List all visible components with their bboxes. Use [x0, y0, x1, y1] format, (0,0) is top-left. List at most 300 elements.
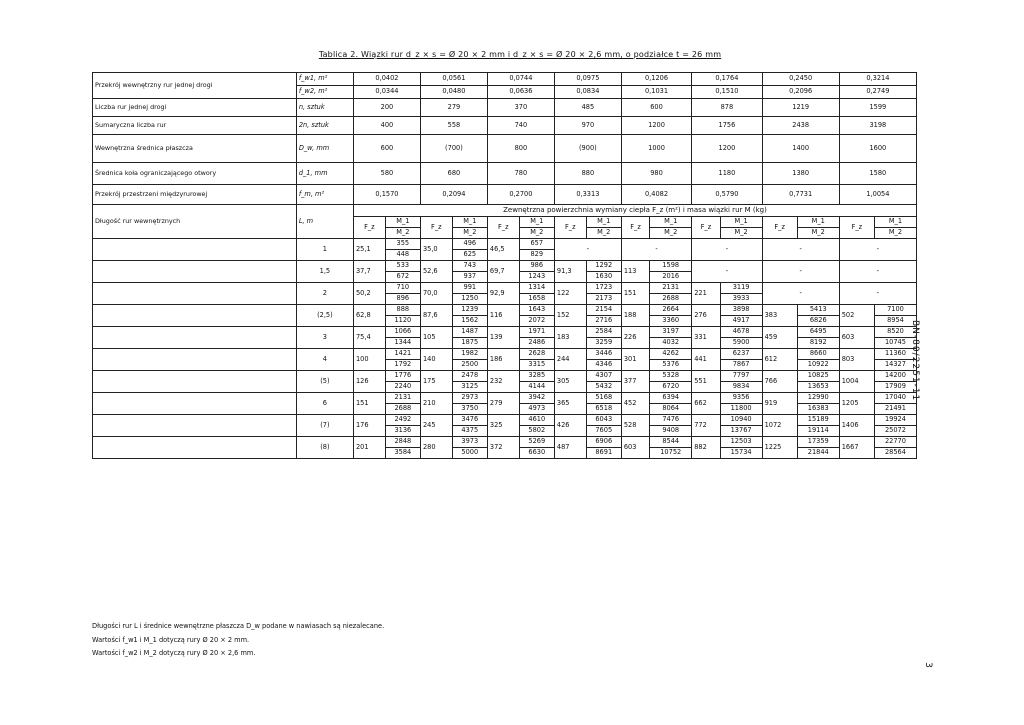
m2-value: 1120: [385, 316, 420, 327]
m1-value: 6495: [797, 327, 839, 338]
m1-value: 10940: [720, 415, 762, 426]
m2-value: 8954: [874, 316, 916, 327]
param-value: 558: [420, 117, 487, 135]
m2-value: 3315: [519, 360, 554, 371]
length-value: 1: [296, 239, 353, 261]
m1-value: 19924: [874, 415, 916, 426]
col-header-fz: F_z: [353, 217, 385, 239]
col-header-m1: M_1: [586, 217, 621, 228]
m2-value: 4032: [650, 338, 692, 349]
param-value: 0,7731: [762, 185, 839, 205]
fz-value: 325: [487, 415, 519, 437]
fz-value: 441: [692, 349, 720, 371]
m2-value: 2173: [586, 294, 621, 305]
m1-value: 4678: [720, 327, 762, 338]
fz-value: 221: [692, 283, 720, 305]
length-row: [93, 393, 917, 404]
m1-value: 8660: [797, 349, 839, 360]
m2-value: 9408: [650, 426, 692, 437]
fz-value: 201: [353, 437, 385, 459]
length-row: [93, 327, 917, 338]
m1-value: 9356: [720, 393, 762, 404]
fz-value: 603: [839, 327, 874, 349]
m1-value: 710: [385, 283, 420, 294]
m2-value: 829: [519, 250, 554, 261]
m1-value: 6394: [650, 393, 692, 404]
m2-value: 13767: [720, 426, 762, 437]
m1-value: 12503: [720, 437, 762, 448]
m2-value: 5376: [650, 360, 692, 371]
fz-value: 772: [692, 415, 720, 437]
m1-value: 8544: [650, 437, 692, 448]
length-value: (2,5): [296, 305, 353, 327]
m2-value: 15734: [720, 448, 762, 459]
m2-value: 19114: [797, 426, 839, 437]
col-header-m1: M_1: [519, 217, 554, 228]
m1-value: 2154: [586, 305, 621, 316]
param-symbol: f_w1, m²: [296, 73, 353, 86]
fz-value: 210: [420, 393, 452, 415]
length-value: 2: [296, 283, 353, 305]
param-label: Średnica koła ograniczającego otwory: [93, 163, 297, 185]
fz-value: 46,5: [487, 239, 519, 261]
length-blank: [93, 305, 297, 327]
m2-value: 1875: [452, 338, 487, 349]
length-blank: [93, 393, 297, 415]
fz-value: 100: [353, 349, 385, 371]
m1-value: 2973: [452, 393, 487, 404]
param-value: 0,0402: [353, 73, 420, 86]
m2-value: 3750: [452, 404, 487, 415]
param-row: [93, 117, 917, 135]
fz-value: -: [621, 239, 691, 261]
param-row: [93, 73, 917, 86]
param-value: 1000: [621, 135, 691, 163]
m1-value: 14200: [874, 371, 916, 382]
param-value: 2438: [762, 117, 839, 135]
fz-value: -: [692, 261, 762, 283]
param-value: 400: [353, 117, 420, 135]
footnote-2: Wartości f_w1 i M_1 dotyczą rury Ø 20 × 2 mm.: [92, 636, 250, 644]
param-value: 370: [487, 99, 554, 117]
m2-value: 9834: [720, 382, 762, 393]
m2-value: 21491: [874, 404, 916, 415]
param-value: 0,1570: [353, 185, 420, 205]
param-value: 0,0975: [554, 73, 621, 86]
m1-value: 6043: [586, 415, 621, 426]
fz-value: 116: [487, 305, 519, 327]
length-value: 6: [296, 393, 353, 415]
param-label: Wewnętrzna średnica płaszcza: [93, 135, 297, 163]
m1-value: 533: [385, 261, 420, 272]
fz-value: 372: [487, 437, 519, 459]
m1-value: 3119: [720, 283, 762, 294]
param-value: 0,1510: [692, 86, 762, 99]
length-row: [93, 437, 917, 448]
m1-value: 1723: [586, 283, 621, 294]
m2-value: 8691: [586, 448, 621, 459]
fz-value: 151: [621, 283, 649, 305]
param-value: 0,2450: [762, 73, 839, 86]
param-label: Sumaryczna liczba rur: [93, 117, 297, 135]
m2-value: 8064: [650, 404, 692, 415]
fz-value: 305: [554, 371, 586, 393]
col-header-m1: M_1: [452, 217, 487, 228]
m2-value: 10752: [650, 448, 692, 459]
length-row: [93, 371, 917, 382]
m1-value: 2478: [452, 371, 487, 382]
m2-value: 3259: [586, 338, 621, 349]
fz-value: 502: [839, 305, 874, 327]
m2-value: 4973: [519, 404, 554, 415]
m2-value: 3584: [385, 448, 420, 459]
col-header-m2: M_2: [586, 228, 621, 239]
fz-value: 52,6: [420, 261, 452, 283]
param-symbol: 2n, sztuk: [296, 117, 353, 135]
param-value: 1219: [762, 99, 839, 117]
param-value: 0,0744: [487, 73, 554, 86]
fz-value: 25,1: [353, 239, 385, 261]
m1-value: 17359: [797, 437, 839, 448]
param-value: 0,2096: [762, 86, 839, 99]
m1-value: 7476: [650, 415, 692, 426]
m2-value: 17909: [874, 382, 916, 393]
fz-value: 1225: [762, 437, 797, 459]
fz-value: 50,2: [353, 283, 385, 305]
length-value: 3: [296, 327, 353, 349]
length-value: 4: [296, 349, 353, 371]
fz-value: 35,0: [420, 239, 452, 261]
param-value: 970: [554, 117, 621, 135]
col-header-fz: F_z: [487, 217, 519, 239]
col-header-m1: M_1: [874, 217, 916, 228]
param-value: 0,2749: [839, 86, 916, 99]
m2-value: 8192: [797, 338, 839, 349]
param-value: 1,0054: [839, 185, 916, 205]
fz-value: 662: [692, 393, 720, 415]
m2-value: 3136: [385, 426, 420, 437]
length-row: [93, 261, 917, 272]
fz-value: 70,0: [420, 283, 452, 305]
fz-value: 1667: [839, 437, 874, 459]
col-header-m2: M_2: [519, 228, 554, 239]
param-symbol: n, sztuk: [296, 99, 353, 117]
fz-value: 139: [487, 327, 519, 349]
param-value: 1200: [692, 135, 762, 163]
param-value: (700): [420, 135, 487, 163]
param-row: [93, 99, 917, 117]
m2-value: 10922: [797, 360, 839, 371]
fz-value: 62,8: [353, 305, 385, 327]
fz-value: 175: [420, 371, 452, 393]
param-value: 580: [353, 163, 420, 185]
m2-value: 2500: [452, 360, 487, 371]
m2-value: 2688: [385, 404, 420, 415]
fz-value: 113: [621, 261, 649, 283]
m1-value: 5328: [650, 371, 692, 382]
length-blank: [93, 371, 297, 393]
m2-value: 14327: [874, 360, 916, 371]
fz-value: 176: [353, 415, 385, 437]
param-symbol: D_w, mm: [296, 135, 353, 163]
m1-value: 1292: [586, 261, 621, 272]
param-value: 980: [621, 163, 691, 185]
m1-value: 3476: [452, 415, 487, 426]
param-value: 0,0636: [487, 86, 554, 99]
fz-value: 1406: [839, 415, 874, 437]
fz-value: 87,6: [420, 305, 452, 327]
fz-value: 75,4: [353, 327, 385, 349]
col-header-m2: M_2: [452, 228, 487, 239]
fz-value: -: [692, 239, 762, 261]
fz-value: 92,9: [487, 283, 519, 305]
m1-value: 4307: [586, 371, 621, 382]
m2-value: 16383: [797, 404, 839, 415]
fz-value: 126: [353, 371, 385, 393]
m2-value: 672: [385, 272, 420, 283]
param-value: 279: [420, 99, 487, 117]
param-value: 3198: [839, 117, 916, 135]
m2-value: 3933: [720, 294, 762, 305]
footnote-3: Wartości f_w2 i M_2 dotyczą rury Ø 20 × 2,6 mm.: [92, 649, 256, 657]
length-blank: [93, 239, 297, 261]
m2-value: 5432: [586, 382, 621, 393]
fz-value: 37,7: [353, 261, 385, 283]
fz-value: 245: [420, 415, 452, 437]
fz-value: 919: [762, 393, 797, 415]
param-value: 485: [554, 99, 621, 117]
param-value: 0,0561: [420, 73, 487, 86]
fz-value: 226: [621, 327, 649, 349]
param-row: [93, 163, 917, 185]
length-row: [93, 415, 917, 426]
param-value: 200: [353, 99, 420, 117]
param-value: 1599: [839, 99, 916, 117]
m1-value: 10825: [797, 371, 839, 382]
length-blank: [93, 349, 297, 371]
m2-value: 7605: [586, 426, 621, 437]
length-symbol: L, m: [296, 205, 353, 239]
col-header-m2: M_2: [720, 228, 762, 239]
m2-value: 6826: [797, 316, 839, 327]
fz-value: 528: [621, 415, 649, 437]
m2-value: 4346: [586, 360, 621, 371]
m1-value: 1982: [452, 349, 487, 360]
col-header-fz: F_z: [762, 217, 797, 239]
m1-value: 3898: [720, 305, 762, 316]
fz-value: 1072: [762, 415, 797, 437]
m2-value: 10745: [874, 338, 916, 349]
param-value: 0,0480: [420, 86, 487, 99]
m1-value: 7797: [720, 371, 762, 382]
m2-value: 2072: [519, 316, 554, 327]
m1-value: 355: [385, 239, 420, 250]
m1-value: 496: [452, 239, 487, 250]
length-blank: [93, 327, 297, 349]
m1-value: 2131: [650, 283, 692, 294]
fz-value: -: [839, 239, 916, 261]
page-number: 3: [922, 662, 933, 668]
m2-value: 5000: [452, 448, 487, 459]
param-value: 878: [692, 99, 762, 117]
m2-value: 2240: [385, 382, 420, 393]
param-value: 1180: [692, 163, 762, 185]
m2-value: 7867: [720, 360, 762, 371]
param-value: 0,4082: [621, 185, 691, 205]
m1-value: 7100: [874, 305, 916, 316]
col-header-m1: M_1: [385, 217, 420, 228]
fz-value: 882: [692, 437, 720, 459]
m1-value: 657: [519, 239, 554, 250]
m2-value: 3125: [452, 382, 487, 393]
fz-value: 331: [692, 327, 720, 349]
param-value: 1600: [839, 135, 916, 163]
length-value: 1,5: [296, 261, 353, 283]
m1-value: 11360: [874, 349, 916, 360]
m2-value: 4917: [720, 316, 762, 327]
m1-value: 743: [452, 261, 487, 272]
fz-value: 122: [554, 283, 586, 305]
col-header-m1: M_1: [720, 217, 762, 228]
fz-value: 487: [554, 437, 586, 459]
m1-value: 1066: [385, 327, 420, 338]
m2-value: 3360: [650, 316, 692, 327]
m2-value: 896: [385, 294, 420, 305]
col-header-fz: F_z: [621, 217, 649, 239]
fz-value: -: [839, 261, 916, 283]
length-blank: [93, 283, 297, 305]
param-value: 780: [487, 163, 554, 185]
m1-value: 5413: [797, 305, 839, 316]
side-code: BN-80/2251-11: [910, 320, 920, 402]
param-row: [93, 135, 917, 163]
param-label: Liczba rur jednej drogi: [93, 99, 297, 117]
length-blank: [93, 415, 297, 437]
param-value: 1756: [692, 117, 762, 135]
param-label: Przekrój wewnętrzny rur jednej drogi: [93, 73, 297, 99]
param-symbol: f_w2, m²: [296, 86, 353, 99]
length-blank: [93, 437, 297, 459]
m1-value: 1314: [519, 283, 554, 294]
param-value: 800: [487, 135, 554, 163]
m1-value: 2628: [519, 349, 554, 360]
length-value: (5): [296, 371, 353, 393]
m1-value: 3446: [586, 349, 621, 360]
length-row: [93, 283, 917, 294]
param-value: 1400: [762, 135, 839, 163]
m2-value: 937: [452, 272, 487, 283]
fz-value: 183: [554, 327, 586, 349]
param-symbol: d_1, mm: [296, 163, 353, 185]
col-header-fz: F_z: [420, 217, 452, 239]
fz-value: 69,7: [487, 261, 519, 283]
m1-value: 3285: [519, 371, 554, 382]
param-value: (900): [554, 135, 621, 163]
param-value: 0,0344: [353, 86, 420, 99]
fz-value: 280: [420, 437, 452, 459]
m1-value: 1598: [650, 261, 692, 272]
footnote-1: Długości rur L i średnice wewnętrzne płaszcza D_w podane w nawiasach są niezalecane.: [92, 622, 385, 630]
table-title: [240, 50, 800, 59]
col-header-m2: M_2: [385, 228, 420, 239]
fz-value: 140: [420, 349, 452, 371]
table-title-text: Tablica 2. Wiązki rur d_z × s = Ø 20 × 2 mm i d_z × s = Ø 20 × 2,6 mm, o podziałce t = 26 mm: [318, 50, 722, 59]
param-label: Przekrój przestrzeni międzyrurowej: [93, 185, 297, 205]
m2-value: 5900: [720, 338, 762, 349]
fz-value: 377: [621, 371, 649, 393]
col-header-m1: M_1: [650, 217, 692, 228]
param-value: 0,0834: [554, 86, 621, 99]
fz-value: 459: [762, 327, 797, 349]
m1-value: 2584: [586, 327, 621, 338]
fz-value: 551: [692, 371, 720, 393]
m1-value: 2664: [650, 305, 692, 316]
m2-value: 2716: [586, 316, 621, 327]
m1-value: 3942: [519, 393, 554, 404]
m2-value: 1344: [385, 338, 420, 349]
fz-value: 105: [420, 327, 452, 349]
col-header-m2: M_2: [797, 228, 839, 239]
m1-value: 5168: [586, 393, 621, 404]
param-value: 0,1206: [621, 73, 691, 86]
m2-value: 625: [452, 250, 487, 261]
m1-value: 888: [385, 305, 420, 316]
m2-value: 11800: [720, 404, 762, 415]
param-value: 0,2094: [420, 185, 487, 205]
param-value: 600: [621, 99, 691, 117]
m2-value: 25072: [874, 426, 916, 437]
fz-value: -: [762, 239, 839, 261]
param-value: 0,1031: [621, 86, 691, 99]
m1-value: 4610: [519, 415, 554, 426]
m2-value: 1562: [452, 316, 487, 327]
m1-value: 4262: [650, 349, 692, 360]
col-header-fz: F_z: [554, 217, 586, 239]
length-value: (8): [296, 437, 353, 459]
m1-value: 1643: [519, 305, 554, 316]
fz-value: 612: [762, 349, 797, 371]
m1-value: 1239: [452, 305, 487, 316]
param-value: 0,3313: [554, 185, 621, 205]
length-row: [93, 305, 917, 316]
col-header-m2: M_2: [650, 228, 692, 239]
param-symbol: f_m, m²: [296, 185, 353, 205]
param-value: 1580: [839, 163, 916, 185]
fz-value: 301: [621, 349, 649, 371]
fz-value: 232: [487, 371, 519, 393]
param-value: 1200: [621, 117, 691, 135]
m2-value: 1792: [385, 360, 420, 371]
section-header: Zewnętrzna powierzchnia wymiany ciepła F_z (m²) i masa wiązki rur M (kg): [353, 205, 916, 217]
fz-value: 186: [487, 349, 519, 371]
param-value: 0,5790: [692, 185, 762, 205]
m2-value: 21844: [797, 448, 839, 459]
fz-value: 426: [554, 415, 586, 437]
m2-value: 4375: [452, 426, 487, 437]
fz-value: -: [762, 261, 839, 283]
fz-value: 244: [554, 349, 586, 371]
m1-value: 6906: [586, 437, 621, 448]
m1-value: 2131: [385, 393, 420, 404]
param-value: 0,2700: [487, 185, 554, 205]
fz-value: 452: [621, 393, 649, 415]
m1-value: 991: [452, 283, 487, 294]
m2-value: 1630: [586, 272, 621, 283]
length-row: [93, 349, 917, 360]
data-table: [92, 72, 917, 459]
m2-value: 1243: [519, 272, 554, 283]
m2-value: 4144: [519, 382, 554, 393]
